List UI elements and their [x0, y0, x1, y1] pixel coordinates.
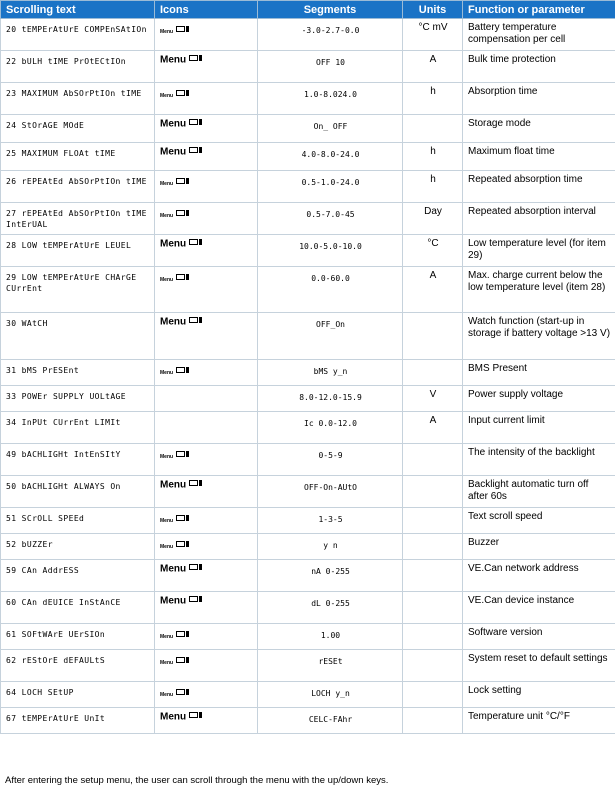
function-cell: [463, 650, 615, 682]
segments-cell-text: dL 0-255: [311, 599, 350, 608]
function-cell-text: BMS Present: [468, 363, 527, 374]
function-cell-text: Backlight automatic turn off after 60s: [468, 479, 589, 502]
scroll-text-cell-text: 64 LOCH SEtUP: [6, 688, 74, 697]
table-row: [1, 51, 615, 83]
icons-cell-text: Menu: [160, 316, 187, 328]
icons-cell: [155, 682, 258, 708]
header-icons: Icons: [155, 1, 258, 19]
units-cell-text: A: [429, 270, 437, 281]
icons-cell-text: Menu: [160, 453, 174, 460]
segments-cell: [258, 83, 403, 115]
icons-cell: [155, 412, 258, 444]
scroll-text-cell-text: 50 bACHLIGHt ALWAYS On: [6, 482, 121, 491]
header-segments: Segments: [258, 1, 403, 19]
function-cell: [463, 508, 615, 534]
segments-cell: [258, 203, 403, 235]
function-cell: [463, 313, 615, 360]
scroll-text-cell: [1, 624, 155, 650]
function-cell-text: Input current limit: [468, 415, 545, 426]
units-cell-text: Day: [424, 206, 442, 217]
units-cell: [403, 171, 463, 203]
scroll-text-cell-text: 51 SCrOLL SPEEd: [6, 514, 85, 523]
table-row: [1, 560, 615, 592]
icons-cell-text: Menu: [160, 517, 174, 524]
function-cell-text: Absorption time: [468, 86, 538, 97]
scroll-text-cell-text: 60 CAn dEUICE InStAnCE: [6, 598, 121, 607]
table-row: [1, 171, 615, 203]
scroll-text-cell: [1, 560, 155, 592]
icons-cell: [155, 534, 258, 560]
scroll-text-cell: [1, 708, 155, 734]
segments-cell: [258, 708, 403, 734]
display-icon: [176, 656, 190, 669]
scroll-text-cell-text: 34 InPUt CUrrEnt LIMIt: [6, 418, 121, 427]
scroll-text-cell: [1, 592, 155, 624]
segments-cell-text: -3.0-2.7-0.0: [301, 26, 360, 35]
segments-cell-text: 8.0-12.0-15.9: [299, 393, 362, 402]
display-icon: [176, 366, 190, 379]
icons-cell-text: Menu: [160, 563, 187, 575]
icons-cell-text: Menu: [160, 711, 187, 723]
units-cell: [403, 386, 463, 412]
icons-cell: [155, 624, 258, 650]
segments-cell: [258, 267, 403, 313]
icons-cell: [155, 476, 258, 508]
scroll-text-cell-text: 52 bUZZEr: [6, 540, 53, 549]
function-cell-text: Low temperature level (for item 29): [468, 238, 606, 261]
function-cell-text: Repeated absorption time: [468, 174, 583, 185]
units-cell-text: °C mV: [418, 22, 448, 33]
segments-cell: [258, 115, 403, 143]
scroll-text-cell: [1, 171, 155, 203]
scroll-text-cell-text: 22 bULH tIME PrOtECtIOn: [6, 57, 126, 66]
scroll-text-cell-text: 61 SOFtWArE UErSIOn: [6, 630, 106, 639]
icons-cell-text: Menu: [160, 118, 187, 130]
function-cell-text: Maximum float time: [468, 146, 555, 157]
scroll-text-cell: [1, 534, 155, 560]
scroll-text-cell-text: 28 LOW tEMPErAtUrE LEUEL: [6, 241, 132, 250]
segments-cell-text: 10.0-5.0-10.0: [299, 242, 362, 251]
icons-cell: [155, 235, 258, 267]
display-icon: [176, 209, 190, 222]
units-cell: [403, 115, 463, 143]
units-cell: [403, 592, 463, 624]
scroll-text-cell: [1, 19, 155, 51]
scroll-text-cell-text: 23 MAXIMUM AbSOrPtIOn tIME: [6, 89, 142, 98]
table-row: [1, 83, 615, 115]
function-cell-text: Storage mode: [468, 118, 531, 129]
scroll-text-cell-text: 67 tEMPErAtUrE UnIt: [6, 714, 106, 723]
icons-cell: [155, 444, 258, 476]
function-cell: [463, 444, 615, 476]
function-cell-text: Watch function (start-up in storage if battery voltage >13 V): [468, 316, 611, 339]
units-cell-text: A: [429, 415, 437, 426]
icons-cell: [155, 360, 258, 386]
header-units: Units: [403, 1, 463, 19]
icons-cell-text: Menu: [160, 659, 174, 666]
scroll-text-cell-text: 20 tEMPErAtUrE COMPEnSAtIOn: [6, 25, 147, 34]
units-cell: [403, 508, 463, 534]
function-cell: [463, 235, 615, 267]
table-row: [1, 360, 615, 386]
segments-cell-text: 1.0-8.024.0: [304, 90, 357, 99]
icons-cell: [155, 650, 258, 682]
icons-cell: [155, 171, 258, 203]
header-scrolling-text: Scrolling text: [1, 1, 155, 19]
function-cell-text: Power supply voltage: [468, 389, 564, 400]
display-icon: [189, 479, 203, 491]
icons-cell-text: Menu: [160, 691, 174, 698]
scroll-text-cell: [1, 650, 155, 682]
units-cell-text: V: [429, 389, 437, 400]
table-header-row: [1, 1, 615, 19]
units-cell: [403, 83, 463, 115]
segments-cell-text: Ic 0.0-12.0: [304, 419, 357, 428]
icons-cell: [155, 592, 258, 624]
segments-cell-text: OFF 10: [316, 58, 345, 67]
scroll-text-cell-text: 62 rEStOrE dEFAULtS: [6, 656, 106, 665]
units-cell: [403, 19, 463, 51]
icons-cell-text: Menu: [160, 212, 174, 219]
units-cell: [403, 360, 463, 386]
icons-cell: [155, 115, 258, 143]
segments-cell: [258, 171, 403, 203]
units-cell: [403, 412, 463, 444]
units-cell-text: h: [430, 146, 436, 157]
scroll-text-cell: [1, 476, 155, 508]
units-cell: [403, 313, 463, 360]
function-cell: [463, 171, 615, 203]
segments-cell-text: 1-3-5: [318, 515, 343, 524]
display-icon: [176, 89, 190, 102]
function-cell-text: System reset to default settings: [468, 653, 608, 664]
icons-cell: [155, 83, 258, 115]
function-cell: [463, 386, 615, 412]
segments-cell-text: 0.0-60.0: [311, 274, 350, 283]
segments-cell: [258, 412, 403, 444]
icons-cell: [155, 203, 258, 235]
function-cell: [463, 115, 615, 143]
segments-cell: [258, 143, 403, 171]
function-cell: [463, 560, 615, 592]
icons-cell-text: Menu: [160, 54, 187, 66]
display-icon: [176, 25, 190, 38]
segments-cell-text: OFF-On-AUtO: [304, 483, 357, 492]
function-cell: [463, 682, 615, 708]
table-row: [1, 203, 615, 235]
function-cell: [463, 592, 615, 624]
icons-cell-text: Menu: [160, 595, 187, 607]
function-cell: [463, 476, 615, 508]
segments-cell: [258, 51, 403, 83]
scroll-text-cell: [1, 83, 155, 115]
icons-cell: [155, 51, 258, 83]
icons-cell: [155, 267, 258, 313]
scroll-text-cell: [1, 203, 155, 235]
icons-cell-text: Menu: [160, 369, 174, 376]
icons-cell-text: Menu: [160, 92, 174, 99]
segments-cell: [258, 19, 403, 51]
function-cell-text: Text scroll speed: [468, 511, 543, 522]
segments-cell-text: CELC-FAhr: [308, 715, 353, 724]
segments-cell: [258, 560, 403, 592]
units-cell: [403, 624, 463, 650]
segments-cell: [258, 444, 403, 476]
scroll-text-cell: [1, 444, 155, 476]
segments-cell: [258, 682, 403, 708]
function-cell-text: VE.Can device instance: [468, 595, 575, 606]
function-cell-text: Buzzer: [468, 537, 500, 548]
function-cell: [463, 19, 615, 51]
units-cell-text: A: [429, 54, 437, 65]
scroll-text-cell: [1, 51, 155, 83]
icons-cell: [155, 560, 258, 592]
segments-cell: [258, 313, 403, 360]
segments-cell-text: 1.00: [320, 631, 341, 640]
display-icon: [189, 118, 203, 130]
footnote: After entering the setup menu, the user can scroll through the menu with the up/down keys.: [5, 775, 389, 786]
units-cell: [403, 708, 463, 734]
function-cell: [463, 624, 615, 650]
display-icon: [189, 316, 203, 328]
table-row: [1, 476, 615, 508]
table-row: [1, 313, 615, 360]
segments-cell-text: 0.5-7.0-45: [306, 210, 355, 219]
function-cell-text: Max. charge current below the low temperature level (item 28): [468, 270, 606, 293]
display-icon: [176, 514, 190, 527]
scroll-text-cell: [1, 115, 155, 143]
units-cell-text: h: [430, 174, 436, 185]
table-row: [1, 444, 615, 476]
function-cell: [463, 267, 615, 313]
units-cell: [403, 203, 463, 235]
units-cell-text: °C: [427, 238, 439, 249]
icons-cell: [155, 386, 258, 412]
function-cell-text: VE.Can network address: [468, 563, 579, 574]
display-icon: [189, 54, 203, 66]
segments-cell: [258, 650, 403, 682]
display-icon: [189, 711, 203, 723]
function-cell-text: Lock setting: [468, 685, 522, 696]
function-cell: [463, 51, 615, 83]
scroll-text-cell-text: 30 WAtCH: [6, 319, 48, 328]
icons-cell-text: Menu: [160, 543, 174, 550]
units-cell-text: h: [430, 86, 436, 97]
display-icon: [176, 630, 190, 643]
function-cell: [463, 412, 615, 444]
segments-cell-text: 4.0-8.0-24.0: [301, 150, 360, 159]
table-row: [1, 534, 615, 560]
units-cell: [403, 267, 463, 313]
segments-cell: [258, 386, 403, 412]
icons-cell: [155, 508, 258, 534]
scroll-text-cell-text: 29 LOW tEMPErAtUrE CHArGE CUrrEnt: [6, 273, 137, 293]
units-cell: [403, 235, 463, 267]
display-icon: [189, 146, 203, 158]
icons-cell-text: Menu: [160, 180, 174, 187]
function-cell: [463, 83, 615, 115]
segments-cell: [258, 624, 403, 650]
display-icon: [189, 595, 203, 607]
function-cell-text: Temperature unit °C/°F: [468, 711, 570, 722]
scroll-text-cell: [1, 267, 155, 313]
function-cell: [463, 203, 615, 235]
units-cell: [403, 560, 463, 592]
segments-cell-text: 0.5-1.0-24.0: [301, 178, 360, 187]
icons-cell: [155, 313, 258, 360]
units-cell: [403, 476, 463, 508]
header-function: Function or parameter: [463, 1, 615, 19]
scroll-text-cell-text: 49 bACHLIGHt IntEnSItY: [6, 450, 121, 459]
table-row: [1, 143, 615, 171]
segments-cell: [258, 508, 403, 534]
scroll-text-cell-text: 59 CAn AddrESS: [6, 566, 80, 575]
scroll-text-cell-text: 27 rEPEAtEd AbSOrPtIOn tIME IntErUAL: [6, 209, 147, 229]
segments-cell: [258, 534, 403, 560]
icons-cell: [155, 19, 258, 51]
scroll-text-cell: [1, 682, 155, 708]
units-cell: [403, 682, 463, 708]
segments-cell-text: y n: [323, 541, 338, 550]
scroll-text-cell-text: 26 rEPEAtEd AbSOrPtIOn tIME: [6, 177, 147, 186]
scroll-text-cell: [1, 508, 155, 534]
icons-cell-text: Menu: [160, 146, 187, 158]
display-icon: [189, 563, 203, 575]
display-icon: [189, 238, 203, 250]
scroll-text-cell: [1, 360, 155, 386]
segments-cell-text: bMS y_n: [313, 367, 348, 376]
display-icon: [176, 540, 190, 553]
scroll-text-cell: [1, 386, 155, 412]
table-row: [1, 412, 615, 444]
icons-cell: [155, 708, 258, 734]
table-row: [1, 386, 615, 412]
segments-cell: [258, 360, 403, 386]
segments-cell-text: 0-5-9: [318, 451, 343, 460]
function-cell-text: Bulk time protection: [468, 54, 556, 65]
table-row: [1, 508, 615, 534]
table-row: [1, 708, 615, 734]
scroll-text-cell: [1, 313, 155, 360]
function-cell: [463, 360, 615, 386]
table-row: [1, 115, 615, 143]
table-row: [1, 682, 615, 708]
display-icon: [176, 177, 190, 190]
scroll-text-cell: [1, 412, 155, 444]
segments-cell-text: OFF_On: [316, 320, 345, 329]
display-icon: [176, 688, 190, 701]
segments-cell: [258, 235, 403, 267]
function-cell: [463, 708, 615, 734]
icons-cell-text: Menu: [160, 238, 187, 250]
table-row: [1, 267, 615, 313]
icons-cell-text: Menu: [160, 633, 174, 640]
icons-cell-text: Menu: [160, 479, 187, 491]
table-row: [1, 592, 615, 624]
table-row: [1, 650, 615, 682]
display-icon: [176, 450, 190, 463]
function-cell-text: The intensity of the backlight: [468, 447, 595, 458]
scroll-text-cell-text: 31 bMS PrESEnt: [6, 366, 80, 375]
units-cell: [403, 51, 463, 83]
function-cell-text: Software version: [468, 627, 543, 638]
icons-cell: [155, 143, 258, 171]
units-cell: [403, 143, 463, 171]
segments-cell-text: LOCH y_n: [311, 689, 350, 698]
scroll-text-cell: [1, 143, 155, 171]
icons-cell-text: Menu: [160, 28, 174, 35]
segments-cell-text: rESEt: [318, 657, 343, 666]
display-icon: [176, 273, 190, 286]
segments-cell-text: nA 0-255: [311, 567, 350, 576]
scroll-text-cell-text: 24 StOrAGE MOdE: [6, 121, 85, 130]
function-cell: [463, 143, 615, 171]
scroll-text-cell-text: 33 POWEr SUPPLY UOLtAGE: [6, 392, 126, 401]
units-cell: [403, 534, 463, 560]
scroll-text-cell: [1, 235, 155, 267]
scroll-text-cell-text: 25 MAXIMUM FLOAt tIME: [6, 149, 116, 158]
units-cell: [403, 444, 463, 476]
function-cell: [463, 534, 615, 560]
segments-cell-text: On_ OFF: [313, 122, 348, 131]
units-cell: [403, 650, 463, 682]
table-row: [1, 235, 615, 267]
function-cell-text: Repeated absorption interval: [468, 206, 596, 217]
segments-cell: [258, 476, 403, 508]
table-row: [1, 19, 615, 51]
segments-cell: [258, 592, 403, 624]
function-cell-text: Battery temperature compensation per cell: [468, 22, 566, 45]
icons-cell-text: Menu: [160, 276, 174, 283]
table-row: [1, 624, 615, 650]
